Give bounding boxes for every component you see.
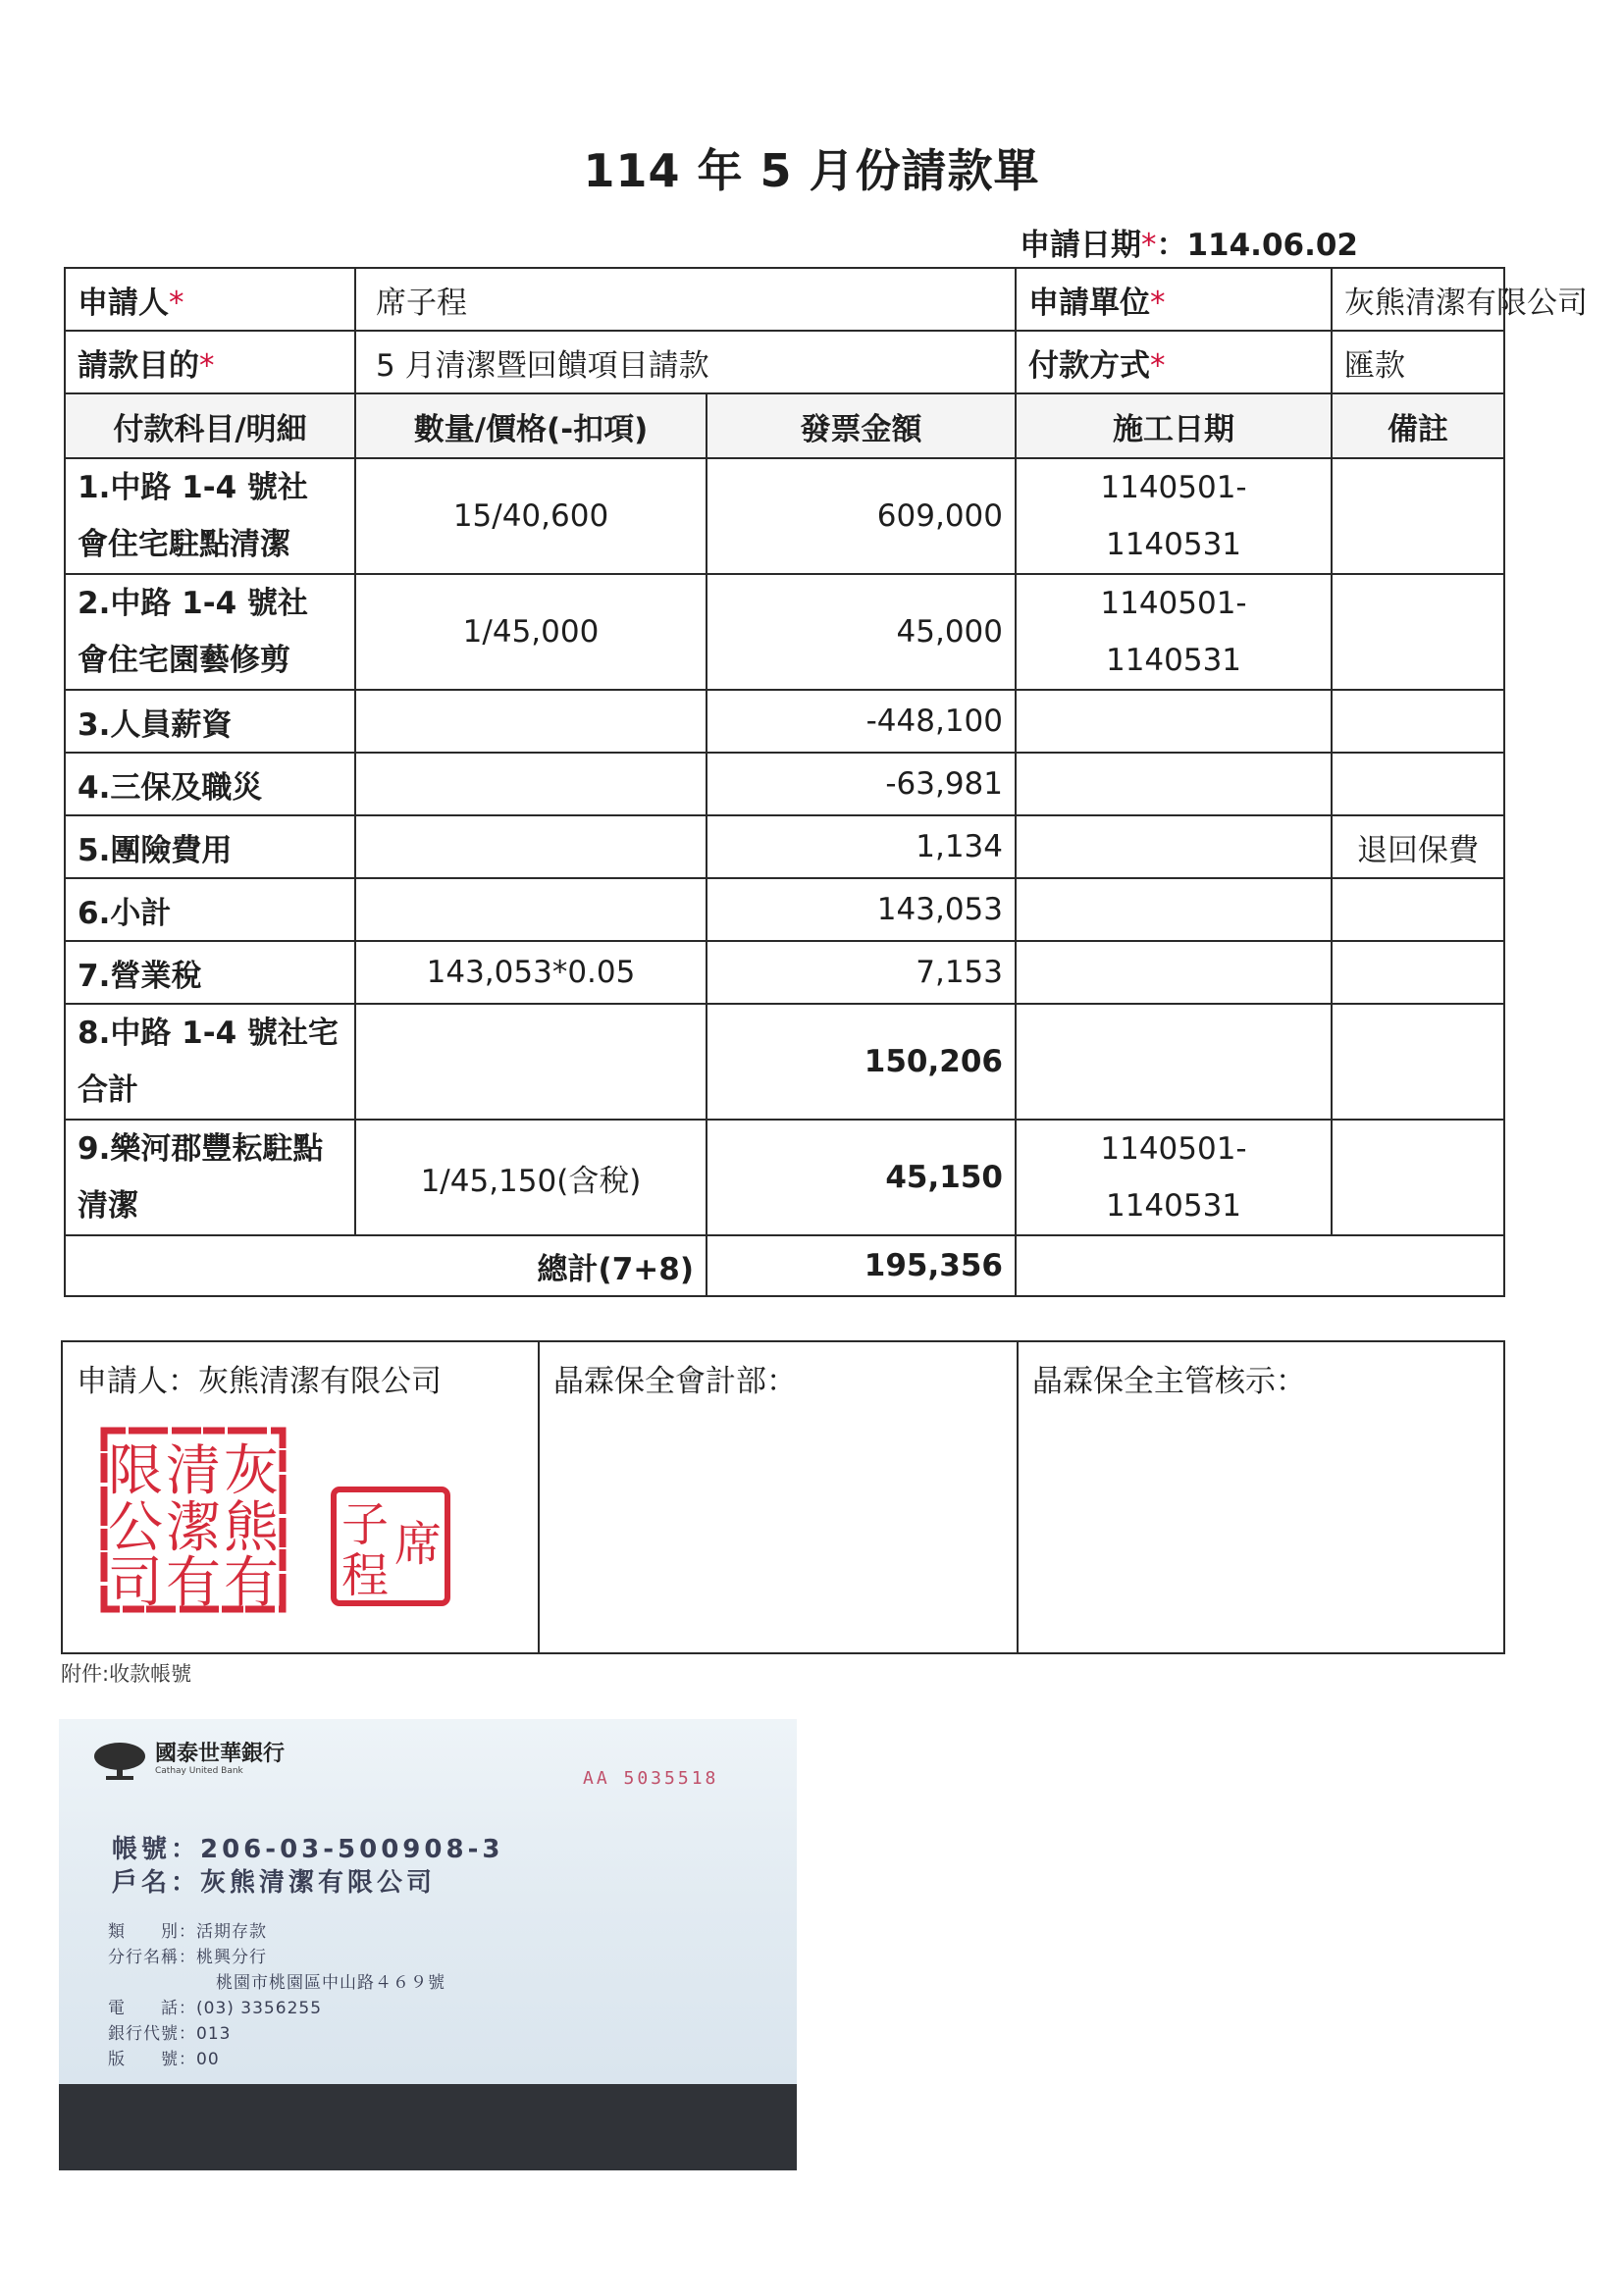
item-desc-line: 會住宅園藝修剪 (78, 643, 290, 678)
account-number: 帳號：206-03-500908-3 (112, 1835, 504, 1864)
item-quantity (355, 878, 707, 941)
item-description: 4.三保及職災 (65, 753, 355, 815)
total-empty (1016, 1235, 1504, 1296)
accounting-signature-cell (539, 1341, 1018, 1653)
column-header: 付款科目/明細 (65, 393, 355, 458)
unit-value (1332, 268, 1588, 331)
item-quantity (355, 815, 707, 878)
table-row (65, 941, 1504, 1004)
item-note (1332, 1120, 1504, 1235)
item-desc-line: 合計 (78, 1072, 138, 1108)
edition-number: 版 號：00 (108, 2050, 220, 2069)
item-desc-line: 9.樂河郡豐耘駐點 (78, 1131, 324, 1167)
item-desc-line: 2.中路 1-4 號社 (78, 586, 308, 621)
page-title: 114 年 5 月份請款單 (583, 144, 1040, 197)
applicant-signature-cell (62, 1341, 539, 1653)
table-row (65, 574, 1504, 690)
required-star: * (199, 347, 215, 384)
method-label: 付款方式 (1028, 347, 1150, 384)
item-quantity: 15/40,600 (355, 458, 707, 574)
column-header: 備註 (1332, 393, 1504, 458)
svg-text:熊: 熊 (224, 1496, 279, 1560)
item-description: 5.團險費用 (65, 815, 355, 878)
column-header: 發票金額 (707, 393, 1016, 458)
unit-label-cell (1016, 268, 1332, 331)
supervisor-signature-cell (1018, 1341, 1504, 1653)
required-star: * (1140, 228, 1157, 263)
applicant-label-cell (65, 268, 355, 331)
table-row (65, 878, 1504, 941)
item-amount: 143,053 (707, 878, 1016, 941)
request-table (64, 267, 1588, 1297)
item-amount: 150,206 (707, 1004, 1016, 1120)
item-period (1016, 753, 1332, 815)
item-period (1016, 941, 1332, 1004)
item-quantity (355, 1004, 707, 1120)
period-end: 1140531 (1105, 1188, 1242, 1224)
column-header: 數量/價格(-扣項) (355, 393, 707, 458)
table-row (65, 458, 1504, 574)
unit-label: 申請單位 (1028, 285, 1150, 321)
total-label: 總計(7+8) (65, 1235, 707, 1296)
item-description (65, 1004, 355, 1120)
supervisor-signature-label: 晶霖保全主管核示： (1032, 1364, 1306, 1399)
personal-seal (330, 1486, 451, 1607)
branch-address: 桃園市桃園區中山路４６９號 (216, 1973, 445, 1993)
item-quantity: 1/45,000 (355, 574, 707, 690)
svg-text:限: 限 (108, 1439, 163, 1503)
period-start: 1140501- (1100, 470, 1247, 505)
company-seal (98, 1425, 288, 1615)
required-star: * (1150, 347, 1166, 384)
required-star: * (1150, 285, 1166, 321)
item-description (65, 574, 355, 690)
applicant-signature-label: 申請人：灰熊清潔有限公司 (77, 1364, 442, 1399)
bank-passbook-image (59, 1719, 797, 2170)
period-start: 1140501- (1100, 1131, 1247, 1167)
svg-text:清: 清 (166, 1439, 221, 1503)
method-value: 匯款 (1332, 331, 1504, 393)
item-desc-line: 清潔 (78, 1188, 138, 1224)
item-quantity (355, 690, 707, 753)
item-note (1332, 690, 1504, 753)
item-note (1332, 941, 1504, 1004)
tree-logo-icon (92, 1741, 147, 1782)
item-amount: -448,100 (707, 690, 1016, 753)
table-row (65, 690, 1504, 753)
method-label-cell (1016, 331, 1332, 393)
applicant-value: 席子程 (355, 268, 1016, 331)
item-period (1016, 1004, 1332, 1120)
account-holder: 戶名：灰熊清潔有限公司 (112, 1868, 437, 1898)
svg-text:席: 席 (393, 1517, 443, 1572)
svg-text:子: 子 (340, 1497, 390, 1552)
svg-text:公: 公 (108, 1496, 163, 1560)
apply-date-value: 114.06.02 (1186, 228, 1358, 263)
item-note: 退回保費 (1332, 815, 1504, 878)
purpose-row (65, 331, 1504, 393)
apply-date (1020, 220, 1358, 264)
unit-value-text: 灰熊清潔有限公司 (1344, 285, 1588, 321)
item-amount: 7,153 (707, 941, 1016, 1004)
item-note (1332, 574, 1504, 690)
item-period (1016, 690, 1332, 753)
item-quantity: 1/45,150(含稅) (355, 1120, 707, 1235)
account-type: 類 別：活期存款 (108, 1922, 267, 1942)
svg-text:程: 程 (340, 1548, 390, 1603)
total-amount: 195,356 (707, 1235, 1016, 1296)
passbook-dark-strip (59, 2084, 797, 2170)
item-period (1016, 574, 1332, 690)
svg-text:司: 司 (108, 1551, 163, 1615)
svg-text:有: 有 (224, 1551, 279, 1615)
item-amount: 1,134 (707, 815, 1016, 878)
column-header: 施工日期 (1016, 393, 1332, 458)
item-amount: -63,981 (707, 753, 1016, 815)
bank-name-english: Cathay United Bank (155, 1766, 243, 1776)
required-star: * (169, 285, 184, 321)
table-row (65, 753, 1504, 815)
item-quantity (355, 753, 707, 815)
svg-text:灰: 灰 (224, 1439, 279, 1503)
item-note (1332, 878, 1504, 941)
item-note (1332, 1004, 1504, 1120)
table-row (65, 815, 1504, 878)
table-row (65, 1004, 1504, 1120)
item-desc-line: 8.中路 1-4 號社宅 (78, 1016, 339, 1051)
item-amount: 45,150 (707, 1120, 1016, 1235)
svg-text:有: 有 (166, 1551, 221, 1615)
period-end: 1140531 (1105, 643, 1242, 678)
table-row (65, 1120, 1504, 1235)
item-period (1016, 458, 1332, 574)
applicant-row (65, 268, 1504, 331)
attachment-label: 附件:收款帳號 (61, 1662, 192, 1686)
item-description (65, 458, 355, 574)
item-period (1016, 1120, 1332, 1235)
bank-name: 國泰世華銀行 (155, 1742, 286, 1766)
item-description: 3.人員薪資 (65, 690, 355, 753)
item-note (1332, 458, 1504, 574)
period-start: 1140501- (1100, 586, 1247, 621)
item-amount: 609,000 (707, 458, 1016, 574)
item-amount: 45,000 (707, 574, 1016, 690)
applicant-label: 申請人 (78, 285, 169, 321)
item-period (1016, 878, 1332, 941)
purpose-label-cell (65, 331, 355, 393)
signature-table (61, 1340, 1505, 1654)
item-desc-line: 1.中路 1-4 號社 (78, 470, 308, 505)
period-end: 1140531 (1105, 527, 1242, 562)
item-description (65, 1120, 355, 1235)
item-desc-line: 會住宅駐點清潔 (78, 527, 290, 562)
branch-phone: 電 話：(03) 3356255 (108, 1999, 323, 2018)
item-note (1332, 753, 1504, 815)
column-header-row (65, 393, 1504, 458)
total-row (65, 1235, 1504, 1296)
purpose-label: 請款目的 (78, 347, 199, 384)
item-description: 7.營業稅 (65, 941, 355, 1004)
bank-code: 銀行代號：013 (108, 2024, 232, 2044)
accounting-signature-label: 晶霖保全會計部： (553, 1364, 797, 1399)
apply-date-label: 申請日期 (1019, 228, 1141, 263)
purpose-value: 5 月清潔暨回饋項目請款 (355, 331, 1016, 393)
svg-text:潔: 潔 (166, 1496, 221, 1560)
apply-date-colon: ： (1156, 228, 1187, 263)
item-quantity: 143,053*0.05 (355, 941, 707, 1004)
item-description: 6.小計 (65, 878, 355, 941)
branch-name: 分行名稱：桃興分行 (108, 1948, 267, 1967)
item-period (1016, 815, 1332, 878)
passbook-serial: AA 5035518 (583, 1768, 719, 1789)
